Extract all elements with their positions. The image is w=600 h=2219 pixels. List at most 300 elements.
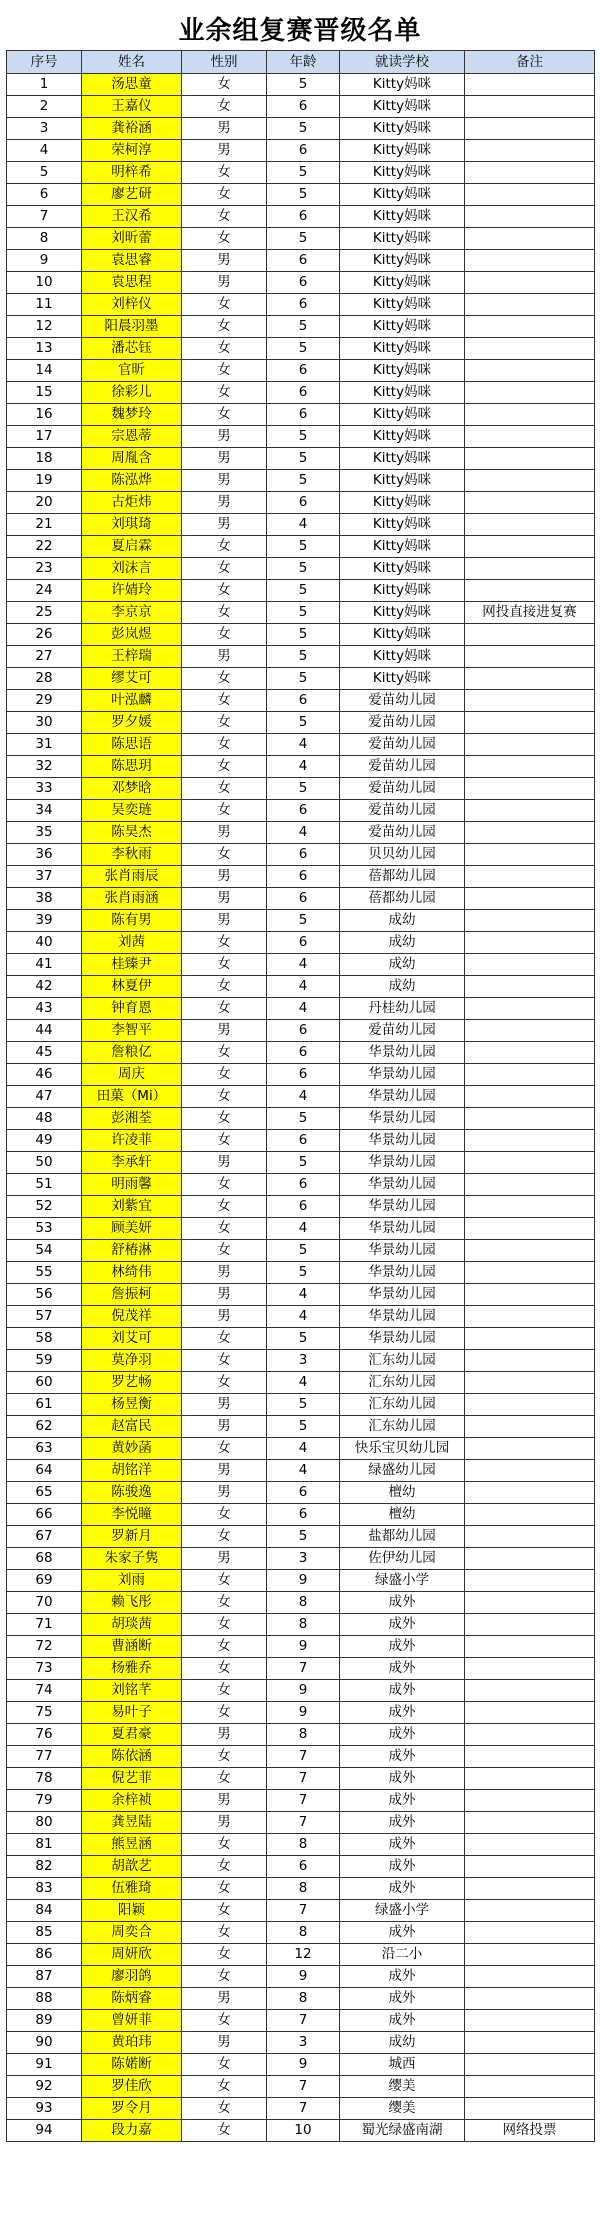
cell-number: 76 [7,1724,82,1746]
cell-name: 李京京 [82,602,182,624]
cell-name: 易叶子 [82,1702,182,1724]
cell-school: 佐伊幼儿园 [340,1548,465,1570]
cell-gender: 男 [182,2032,267,2054]
cell-school: 沿二小 [340,1944,465,1966]
table-row [7,1306,595,1328]
cell-school: 爱苗幼儿园 [340,822,465,844]
cell-gender: 男 [182,1306,267,1328]
table-row [7,1834,595,1856]
cell-remarks [465,778,595,800]
cell-age: 6 [267,250,340,272]
cell-school: 汇东幼儿园 [340,1416,465,1438]
cell-number: 82 [7,1856,82,1878]
cell-school: 成外 [340,1636,465,1658]
cell-name: 李承轩 [82,1152,182,1174]
cell-number: 64 [7,1460,82,1482]
table-body [7,74,595,2142]
table-row [7,118,595,140]
cell-number: 79 [7,1790,82,1812]
cell-school: 盐都幼儿园 [340,1526,465,1548]
cell-number: 4 [7,140,82,162]
cell-age: 9 [267,1636,340,1658]
cell-remarks [465,250,595,272]
cell-name: 袁思睿 [82,250,182,272]
cell-remarks [465,998,595,1020]
cell-school: Kitty妈咪 [340,118,465,140]
cell-remarks [465,228,595,250]
cell-age: 5 [267,228,340,250]
cell-name: 张肖雨涵 [82,888,182,910]
cell-age: 12 [267,1944,340,1966]
cell-gender: 男 [182,1724,267,1746]
cell-gender: 女 [182,998,267,1020]
cell-number: 30 [7,712,82,734]
cell-remarks [465,272,595,294]
cell-gender: 女 [182,1526,267,1548]
cell-school: 爱苗幼儿园 [340,1020,465,1042]
cell-school: 成外 [340,1658,465,1680]
table-row [7,1416,595,1438]
cell-remarks [465,668,595,690]
cell-name: 刘沫言 [82,558,182,580]
cell-name: 刘铭芊 [82,1680,182,1702]
cell-age: 6 [267,382,340,404]
table-row [7,140,595,162]
cell-gender: 男 [182,1284,267,1306]
table-row [7,470,595,492]
cell-number: 68 [7,1548,82,1570]
cell-school: 绿盛小学 [340,1900,465,1922]
cell-remarks [465,1042,595,1064]
cell-age: 4 [267,1306,340,1328]
table-row [7,756,595,778]
cell-gender: 女 [182,536,267,558]
cell-school: 汇东幼儿园 [340,1394,465,1416]
cell-remarks [465,1152,595,1174]
cell-name: 明雨馨 [82,1174,182,1196]
cell-name: 胡歆艺 [82,1856,182,1878]
cell-number: 49 [7,1130,82,1152]
cell-school: Kitty妈咪 [340,250,465,272]
cell-number: 43 [7,998,82,1020]
cell-school: 华景幼儿园 [340,1152,465,1174]
cell-number: 61 [7,1394,82,1416]
cell-age: 8 [267,1724,340,1746]
cell-school: 成外 [340,1680,465,1702]
cell-school: Kitty妈咪 [340,206,465,228]
cell-school: 成外 [340,1834,465,1856]
cell-age: 5 [267,910,340,932]
cell-gender: 女 [182,1438,267,1460]
cell-school: 爱苗幼儿园 [340,690,465,712]
cell-age: 6 [267,140,340,162]
cell-gender: 女 [182,1636,267,1658]
cell-age: 6 [267,888,340,910]
table-row [7,1328,595,1350]
cell-age: 5 [267,668,340,690]
cell-age: 9 [267,1570,340,1592]
cell-remarks [465,1834,595,1856]
cell-remarks [465,1724,595,1746]
table-row [7,1086,595,1108]
cell-name: 官昕 [82,360,182,382]
cell-name: 陈思语 [82,734,182,756]
header-remarks: 备注 [465,51,595,74]
table-row [7,1152,595,1174]
cell-remarks [465,1570,595,1592]
cell-gender: 女 [182,206,267,228]
cell-number: 62 [7,1416,82,1438]
cell-gender: 女 [182,580,267,602]
cell-remarks [465,932,595,954]
cell-remarks [465,1372,595,1394]
cell-gender: 女 [182,1328,267,1350]
cell-number: 7 [7,206,82,228]
cell-remarks [465,1658,595,1680]
cell-gender: 女 [182,96,267,118]
cell-age: 9 [267,1966,340,1988]
cell-gender: 女 [182,360,267,382]
cell-school: 爱苗幼儿园 [340,734,465,756]
cell-number: 40 [7,932,82,954]
cell-gender: 女 [182,2120,267,2142]
cell-age: 6 [267,1856,340,1878]
cell-school: 成幼 [340,932,465,954]
cell-age: 8 [267,1878,340,1900]
cell-remarks [465,844,595,866]
table-row [7,2120,595,2142]
cell-remarks [465,206,595,228]
cell-name: 荣柯淳 [82,140,182,162]
table-row [7,184,595,206]
table-row [7,624,595,646]
cell-number: 93 [7,2098,82,2120]
cell-age: 8 [267,1922,340,1944]
cell-remarks [465,162,595,184]
table-row [7,580,595,602]
cell-number: 24 [7,580,82,602]
cell-school: 蓓都幼儿园 [340,866,465,888]
cell-remarks [465,2076,595,2098]
cell-name: 陈炳睿 [82,1988,182,2010]
table-row [7,1966,595,1988]
cell-age: 4 [267,734,340,756]
cell-age: 6 [267,1482,340,1504]
cell-school: 成外 [340,1856,465,1878]
table-row [7,1680,595,1702]
cell-number: 21 [7,514,82,536]
table-row [7,646,595,668]
cell-gender: 男 [182,1482,267,1504]
cell-gender: 男 [182,646,267,668]
cell-number: 39 [7,910,82,932]
cell-remarks [465,1878,595,1900]
table-row [7,1438,595,1460]
cell-name: 詹粮亿 [82,1042,182,1064]
cell-gender: 女 [182,1108,267,1130]
cell-number: 5 [7,162,82,184]
cell-name: 段力嘉 [82,2120,182,2142]
cell-name: 廖艺研 [82,184,182,206]
table-row [7,1944,595,1966]
table-row [7,690,595,712]
cell-school: 华景幼儿园 [340,1306,465,1328]
cell-school: Kitty妈咪 [340,404,465,426]
cell-age: 5 [267,1240,340,1262]
cell-school: 缨美 [340,2098,465,2120]
table-row [7,514,595,536]
table-row [7,1636,595,1658]
cell-number: 71 [7,1614,82,1636]
cell-age: 4 [267,1372,340,1394]
cell-age: 4 [267,514,340,536]
cell-remarks [465,1438,595,1460]
cell-remarks [465,1064,595,1086]
cell-remarks [465,1328,595,1350]
cell-age: 4 [267,1284,340,1306]
table-row [7,668,595,690]
table-row [7,888,595,910]
cell-remarks [465,1526,595,1548]
cell-remarks [465,756,595,778]
table-row [7,338,595,360]
cell-name: 杨雅乔 [82,1658,182,1680]
cell-number: 10 [7,272,82,294]
table-header-row [7,51,595,74]
cell-number: 3 [7,118,82,140]
cell-remarks [465,1856,595,1878]
cell-number: 29 [7,690,82,712]
table-row [7,1702,595,1724]
cell-school: Kitty妈咪 [340,580,465,602]
cell-number: 9 [7,250,82,272]
cell-school: Kitty妈咪 [340,492,465,514]
cell-remarks [465,1636,595,1658]
cell-age: 6 [267,492,340,514]
cell-gender: 女 [182,1944,267,1966]
table-row [7,998,595,1020]
cell-gender: 男 [182,1988,267,2010]
table-row [7,1372,595,1394]
cell-age: 5 [267,1152,340,1174]
cell-gender: 女 [182,624,267,646]
cell-name: 张肖雨辰 [82,866,182,888]
cell-number: 57 [7,1306,82,1328]
cell-school: 成外 [340,1878,465,1900]
cell-number: 33 [7,778,82,800]
cell-school: 城西 [340,2054,465,2076]
table-row [7,1658,595,1680]
cell-remarks [465,2098,595,2120]
cell-school: 檀幼 [340,1504,465,1526]
cell-remarks [465,1460,595,1482]
cell-gender: 女 [182,1856,267,1878]
cell-school: 快乐宝贝幼儿园 [340,1438,465,1460]
cell-age: 6 [267,1130,340,1152]
cell-age: 7 [267,2098,340,2120]
cell-remarks [465,492,595,514]
cell-remarks [465,734,595,756]
cell-age: 5 [267,316,340,338]
cell-gender: 男 [182,448,267,470]
cell-remarks [465,646,595,668]
cell-age: 6 [267,690,340,712]
cell-remarks [465,1812,595,1834]
cell-number: 42 [7,976,82,998]
cell-number: 91 [7,2054,82,2076]
cell-name: 李智平 [82,1020,182,1042]
cell-remarks [465,822,595,844]
cell-age: 5 [267,470,340,492]
cell-school: 成外 [340,1922,465,1944]
cell-name: 李秋雨 [82,844,182,866]
cell-gender: 女 [182,1218,267,1240]
cell-number: 50 [7,1152,82,1174]
table-row [7,250,595,272]
cell-gender: 女 [182,404,267,426]
cell-gender: 女 [182,844,267,866]
cell-name: 田菓（Mi） [82,1086,182,1108]
cell-name: 阳颖 [82,1900,182,1922]
cell-number: 90 [7,2032,82,2054]
cell-age: 4 [267,756,340,778]
cell-gender: 女 [182,976,267,998]
cell-school: 成外 [340,1790,465,1812]
cell-school: Kitty妈咪 [340,184,465,206]
cell-school: 爱苗幼儿园 [340,712,465,734]
table-row [7,316,595,338]
cell-gender: 女 [182,1702,267,1724]
cell-gender: 女 [182,932,267,954]
cell-age: 5 [267,1526,340,1548]
table-row [7,2098,595,2120]
cell-remarks [465,1746,595,1768]
cell-age: 5 [267,426,340,448]
cell-gender: 女 [182,1042,267,1064]
cell-gender: 男 [182,250,267,272]
cell-gender: 女 [182,1658,267,1680]
table-row [7,1878,595,1900]
cell-remarks [465,294,595,316]
cell-age: 4 [267,976,340,998]
table-row [7,1988,595,2010]
header-number: 序号 [7,51,82,74]
cell-age: 6 [267,866,340,888]
cell-school: 丹桂幼儿园 [340,998,465,1020]
cell-number: 48 [7,1108,82,1130]
cell-school: 华景幼儿园 [340,1328,465,1350]
cell-age: 6 [267,294,340,316]
header-name: 姓名 [82,51,182,74]
cell-name: 许婧玲 [82,580,182,602]
cell-school: 成幼 [340,976,465,998]
cell-number: 25 [7,602,82,624]
cell-age: 6 [267,404,340,426]
cell-age: 4 [267,1438,340,1460]
cell-age: 5 [267,624,340,646]
cell-number: 16 [7,404,82,426]
cell-remarks [465,1130,595,1152]
cell-gender: 男 [182,1416,267,1438]
cell-number: 85 [7,1922,82,1944]
cell-gender: 女 [182,1900,267,1922]
table-row [7,954,595,976]
cell-number: 19 [7,470,82,492]
cell-school: 成外 [340,1614,465,1636]
header-school: 就读学校 [340,51,465,74]
cell-age: 6 [267,844,340,866]
cell-name: 袁思程 [82,272,182,294]
cell-name: 刘昕蕾 [82,228,182,250]
cell-school: 成外 [340,1966,465,1988]
cell-number: 22 [7,536,82,558]
cell-age: 7 [267,2076,340,2098]
cell-age: 5 [267,74,340,96]
cell-name: 杨昱衡 [82,1394,182,1416]
cell-school: Kitty妈咪 [340,624,465,646]
cell-age: 5 [267,184,340,206]
cell-age: 6 [267,1064,340,1086]
cell-age: 5 [267,1416,340,1438]
table-row [7,74,595,96]
cell-school: 成外 [340,1702,465,1724]
cell-remarks [465,74,595,96]
cell-school: 华景幼儿园 [340,1064,465,1086]
cell-remarks [465,382,595,404]
cell-gender: 男 [182,1790,267,1812]
cell-remarks [465,118,595,140]
cell-name: 钟育恩 [82,998,182,1020]
cell-name: 罗令月 [82,2098,182,2120]
cell-name: 王梓瑞 [82,646,182,668]
table-row [7,1174,595,1196]
cell-age: 3 [267,1350,340,1372]
cell-age: 5 [267,338,340,360]
cell-name: 罗艺畅 [82,1372,182,1394]
table-row [7,2010,595,2032]
table-row [7,1130,595,1152]
cell-gender: 男 [182,1812,267,1834]
cell-number: 80 [7,1812,82,1834]
table-row [7,1196,595,1218]
cell-age: 5 [267,118,340,140]
cell-name: 熊昱涵 [82,1834,182,1856]
table-row [7,294,595,316]
cell-school: 缨美 [340,2076,465,2098]
cell-remarks [465,1262,595,1284]
table-row [7,206,595,228]
table-row [7,1724,595,1746]
table-row [7,1592,595,1614]
cell-age: 6 [267,272,340,294]
cell-gender: 女 [182,1746,267,1768]
cell-gender: 女 [182,954,267,976]
cell-gender: 男 [182,1394,267,1416]
cell-school: Kitty妈咪 [340,536,465,558]
cell-gender: 男 [182,140,267,162]
cell-school: Kitty妈咪 [340,382,465,404]
cell-age: 5 [267,558,340,580]
cell-school: 成外 [340,1768,465,1790]
table-row [7,1526,595,1548]
cell-gender: 女 [182,74,267,96]
cell-name: 桂臻尹 [82,954,182,976]
table-row [7,1042,595,1064]
cell-school: 成外 [340,1812,465,1834]
cell-school: Kitty妈咪 [340,294,465,316]
cell-age: 7 [267,1790,340,1812]
cell-number: 45 [7,1042,82,1064]
